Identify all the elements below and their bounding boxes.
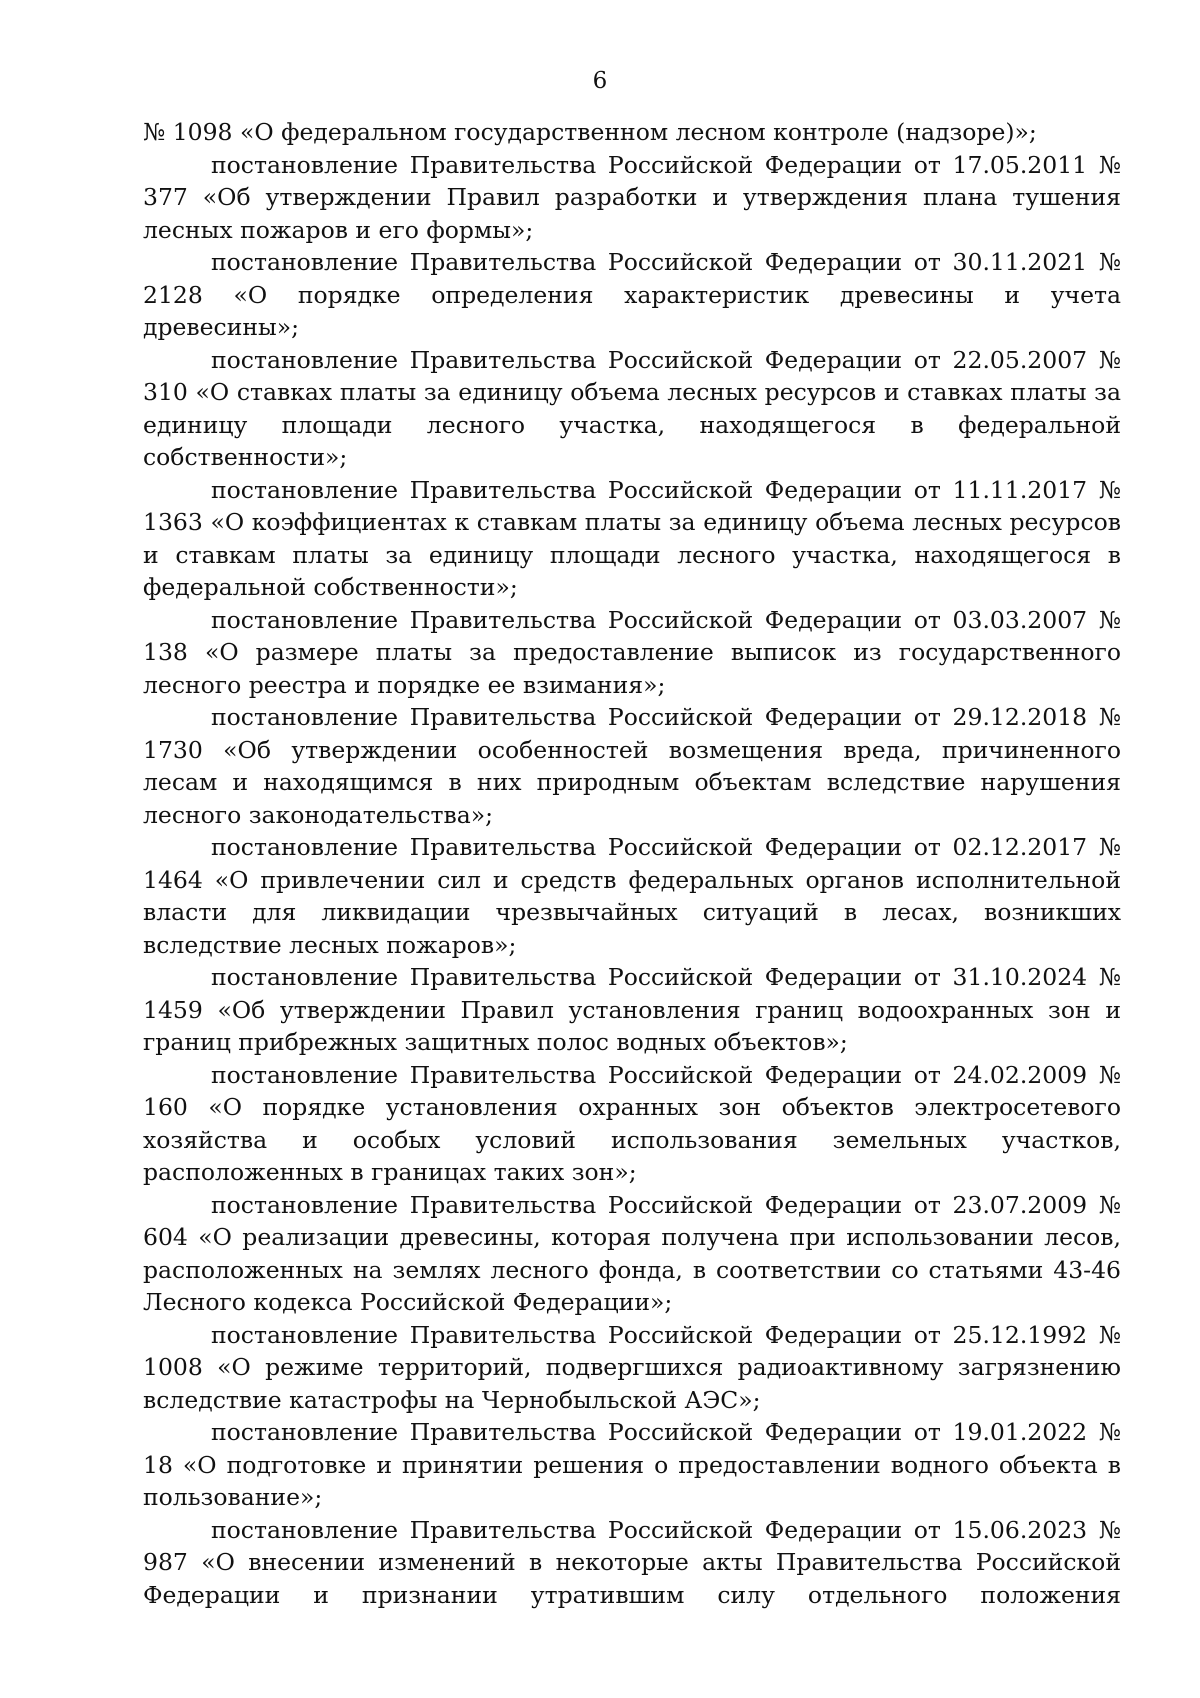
paragraph-decree-377: постановление Правительства Российской Федерации от 17.05.2011 № 377 «Об утверждении Правил разработки и утверждения плана тушения лесных пожаров и его формы»; (143, 150, 1121, 244)
paragraph-decree-604: постановление Правительства Российской Федерации от 23.07.2009 № 604 «О реализации древесины, которая получена при использовании лесов, расположенных на землях лесного фонда, в соответствии со статьями 43-46 Лесного кодекса Российской Федерации»; (143, 1190, 1121, 1316)
paragraph-decree-1730: постановление Правительства Российской Федерации от 29.12.2018 № 1730 «Об утверждении особенностей возмещения вреда, причиненного лесам и находящимся в них природным объектам вследствие нарушения лесного законодательства»; (143, 703, 1121, 829)
paragraph-decree-310: постановление Правительства Российской Федерации от 22.05.2007 № 310 «О ставках платы за единицу объема лесных ресурсов и ставках платы за единицу площади лесного участка, находящегося в федеральной собственности»; (143, 345, 1121, 471)
paragraph-decree-1459: постановление Правительства Российской Федерации от 31.10.2024 № 1459 «Об утверждении Правил установления границ водоохранных зон и границ прибрежных защитных полос водных объектов»; (143, 963, 1121, 1056)
paragraph-decree-1464: постановление Правительства Российской Федерации от 02.12.2017 № 1464 «О привлечении сил и средств федеральных органов исполнительной власти для ликвидации чрезвычайных ситуаций в лесах, возникших вследствие лесных пожаров»; (143, 833, 1121, 959)
paragraph-decree-18: постановление Правительства Российской Федерации от 19.01.2022 № 18 «О подготовке и принятии решения о предоставлении водного объекта в пользование»; (143, 1418, 1121, 1511)
paragraph-decree-160: постановление Правительства Российской Федерации от 24.02.2009 № 160 «О порядке установления охранных зон объектов электросетевого хозяйства и особых условий использования земельных участков, расположенных в границах таких зон»; (143, 1060, 1121, 1186)
paragraph-decree-2128: постановление Правительства Российской Федерации от 30.11.2021 № 2128 «О порядке определения характеристик древесины и учета древесины»; (143, 248, 1121, 341)
paragraph-decree-138: постановление Правительства Российской Федерации от 03.03.2007 № 138 «О размере платы за предоставление выписок из государственного лесного реестра и порядке ее взимания»; (143, 605, 1121, 699)
document-body (143, 116, 1121, 1611)
paragraph-continuation: № 1098 «О федеральном государственном лесном контроле (надзоре)»; (143, 118, 1037, 146)
paragraph-decree-1008: постановление Правительства Российской Федерации от 25.12.1992 № 1008 «О режиме территорий, подвергшихся радиоактивному загрязнению вследствие катастрофы на Чернобыльской АЭС»; (143, 1320, 1121, 1414)
paragraph-decree-987: постановление Правительства Российской Федерации от 15.06.2023 № 987 «О внесении изменений в некоторые акты Правительства Российской Федерации и признании утратившим силу отдельного положения (143, 1515, 1121, 1609)
page-number: 6 (592, 68, 608, 94)
paragraph-decree-1363: постановление Правительства Российской Федерации от 11.11.2017 № 1363 «О коэффициентах к ставкам платы за единицу объема лесных ресурсов и ставкам платы за единицу площади лесного участка, находящегося в федеральной собственности»; (143, 475, 1121, 601)
